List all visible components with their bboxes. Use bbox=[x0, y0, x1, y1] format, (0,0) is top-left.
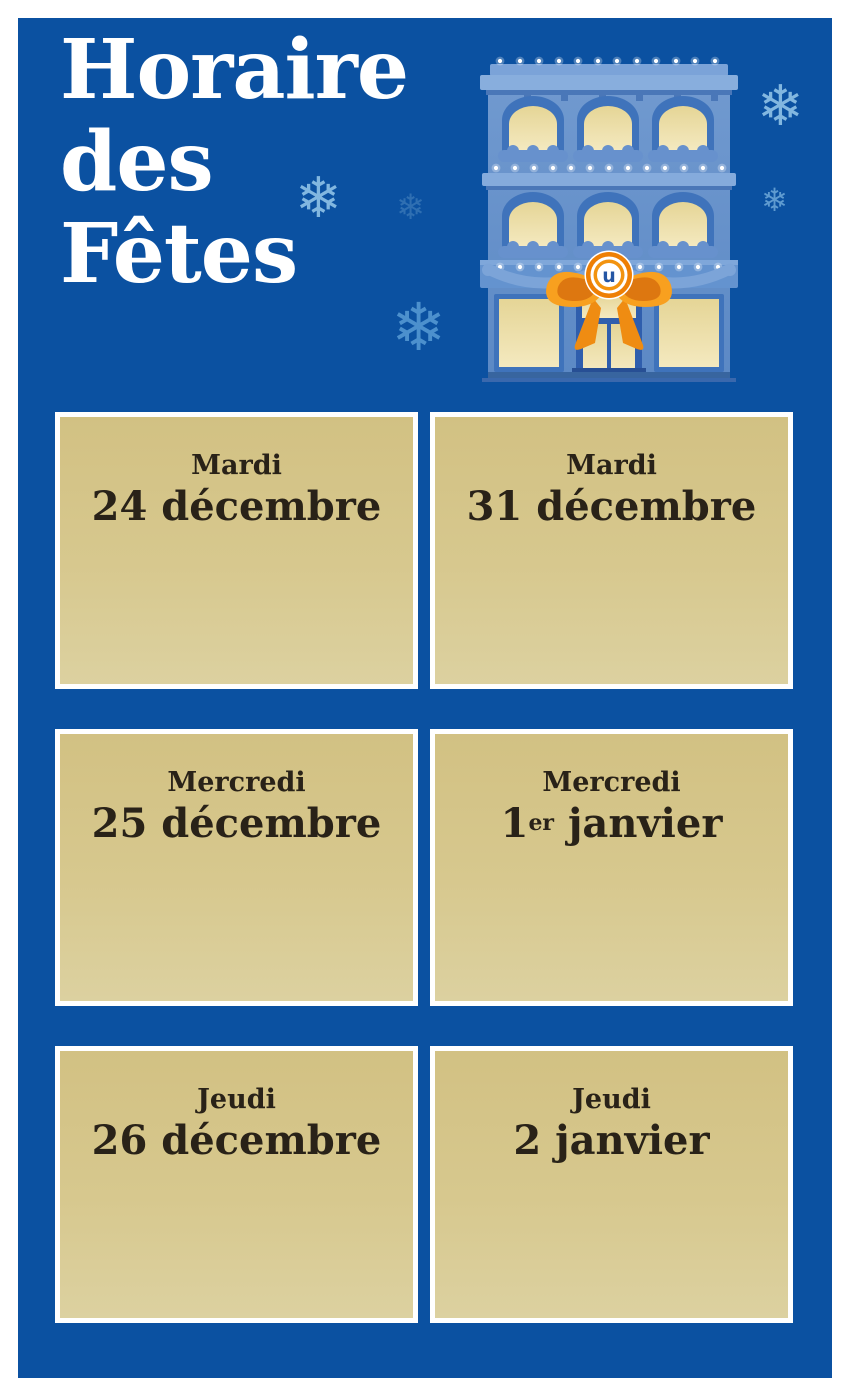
card-day-label: Jeudi bbox=[197, 1084, 276, 1115]
card-date-label: 26 décembre bbox=[91, 1117, 382, 1165]
snowflake-icon: ❄ bbox=[391, 289, 447, 366]
page-title bbox=[60, 24, 408, 300]
card-day-label: Mardi bbox=[191, 450, 282, 481]
title-line: des bbox=[60, 114, 213, 210]
upper-windows bbox=[498, 96, 718, 162]
card-date-label: 24 décembre bbox=[91, 483, 382, 531]
title-line: Horaire bbox=[60, 22, 409, 118]
schedule-card bbox=[430, 1046, 793, 1323]
card-day-label: Mardi bbox=[566, 450, 657, 481]
schedule-grid bbox=[55, 412, 793, 1323]
title-line: Fêtes bbox=[60, 206, 298, 302]
schedule-card bbox=[55, 412, 418, 689]
card-day-label: Mercredi bbox=[167, 767, 306, 798]
schedule-card bbox=[430, 729, 793, 1006]
snowflake-icon: ❄ bbox=[761, 181, 788, 219]
card-date-label: 1er janvier bbox=[500, 800, 723, 848]
snowflake-icon: ❄ bbox=[396, 188, 426, 228]
card-date-label: 31 décembre bbox=[466, 483, 757, 531]
schedule-card bbox=[430, 412, 793, 689]
store-building-illustration bbox=[480, 54, 738, 382]
card-date-label: 2 janvier bbox=[513, 1117, 710, 1165]
card-date-label: 25 décembre bbox=[91, 800, 382, 848]
schedule-card bbox=[55, 729, 418, 1006]
snowflake-icon: ❄ bbox=[757, 74, 804, 139]
card-day-label: Mercredi bbox=[542, 767, 681, 798]
shop-window-right bbox=[654, 294, 724, 372]
mid-cornice bbox=[482, 173, 736, 190]
snowflake-icon: ❄ bbox=[295, 166, 342, 231]
middle-windows bbox=[498, 192, 718, 258]
card-day-label: Jeudi bbox=[572, 1084, 651, 1115]
shop-window-left bbox=[494, 294, 564, 372]
u-logo bbox=[585, 251, 634, 300]
schedule-card bbox=[55, 1046, 418, 1323]
u-logo-letter: u bbox=[602, 265, 616, 287]
